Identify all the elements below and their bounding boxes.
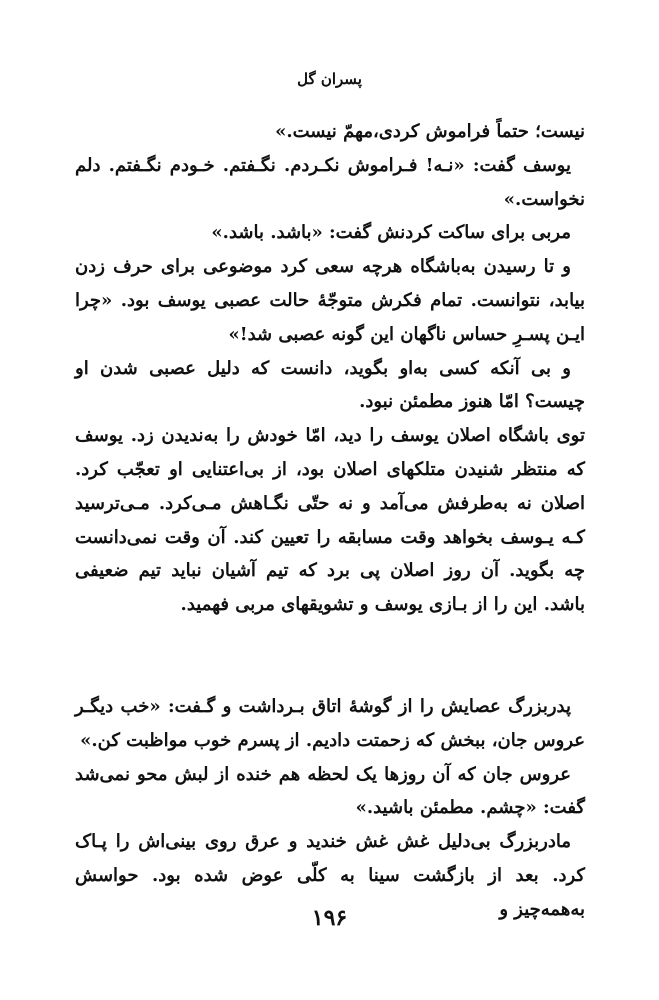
text-section-1 [75, 115, 585, 622]
text-section-2 [75, 690, 585, 927]
paragraph: نیست؛ حتماً فراموش کردی،مهمّ نیست.» [275, 121, 585, 142]
paragraph: مربی برای ساکت کردنش گفت: «باشد. باشد.» [211, 222, 571, 244]
paragraph: پدربزرگ عصایش را از گوشهٔ اتاق بـرداشت و گـفت: «خب دیگـر عروس جان، ببخش که زحمتت دادیم. از پسرم خوب مواظبت کن.» [75, 696, 585, 751]
page-number: ۱۹۶ [311, 905, 348, 931]
running-header: پسران گل [297, 70, 362, 88]
paragraph: و بی آنکه کسی به‌او بگوید، دانست که دلیل عصبی شدن او چیست؟ امّا هنوز مطمئن نبود. [75, 357, 585, 413]
paragraph: مادربزرگ بی‌دلیل غش غش خندید و عرق روی بینی‌اش را پـاک کرد. بعد از بازگشت سینا به کلّی عوض شده بود. حواسش به‌همه‌چیز و [75, 831, 585, 920]
paragraph: عروس جان که آن روزها یک لحظه هم خنده از لبش محو نمی‌شد گفت: «چشم. مطمئن باشید.» [75, 763, 585, 819]
paragraph: توی باشگاه اصلان یوسف را دید، امّا خودش را به‌ندیدن زد. یوسف که منتظر شنیدن متلکهای اصلان بود، از بی‌اعتنایی او تعجّب کرد. اصلان نه به‌طرفش می‌آمد و نه حتّی نگـاهش مـی‌کرد. مـی‌ترسید کـه یـوسف بخواهد وقت مسابقه را تعیین کند. آن وقت نمی‌دانست چه بگوید. آن روز اصلان پی برد که تیم آشیان نباید تیم ضعیفی باشد. این را از بـازی یوسف و تشویقهای مربی فهمید. [75, 425, 585, 616]
paragraph: و تا رسیدن به‌باشگاه هرچه سعی کرد موضوعی برای حرف زدن بیابد، نتوانست. تمام فکرش متوجّهٔ حالت عصبی یوسف بود. «چرا ایـن پسـرِ حساس ناگهان این گونه عصبی شد!» [75, 256, 585, 345]
paragraph: یوسف گفت: «نـه! فـراموش نکـردم. نگـفتم. خـودم نگـفتم. دلم نخواست.» [75, 154, 585, 210]
